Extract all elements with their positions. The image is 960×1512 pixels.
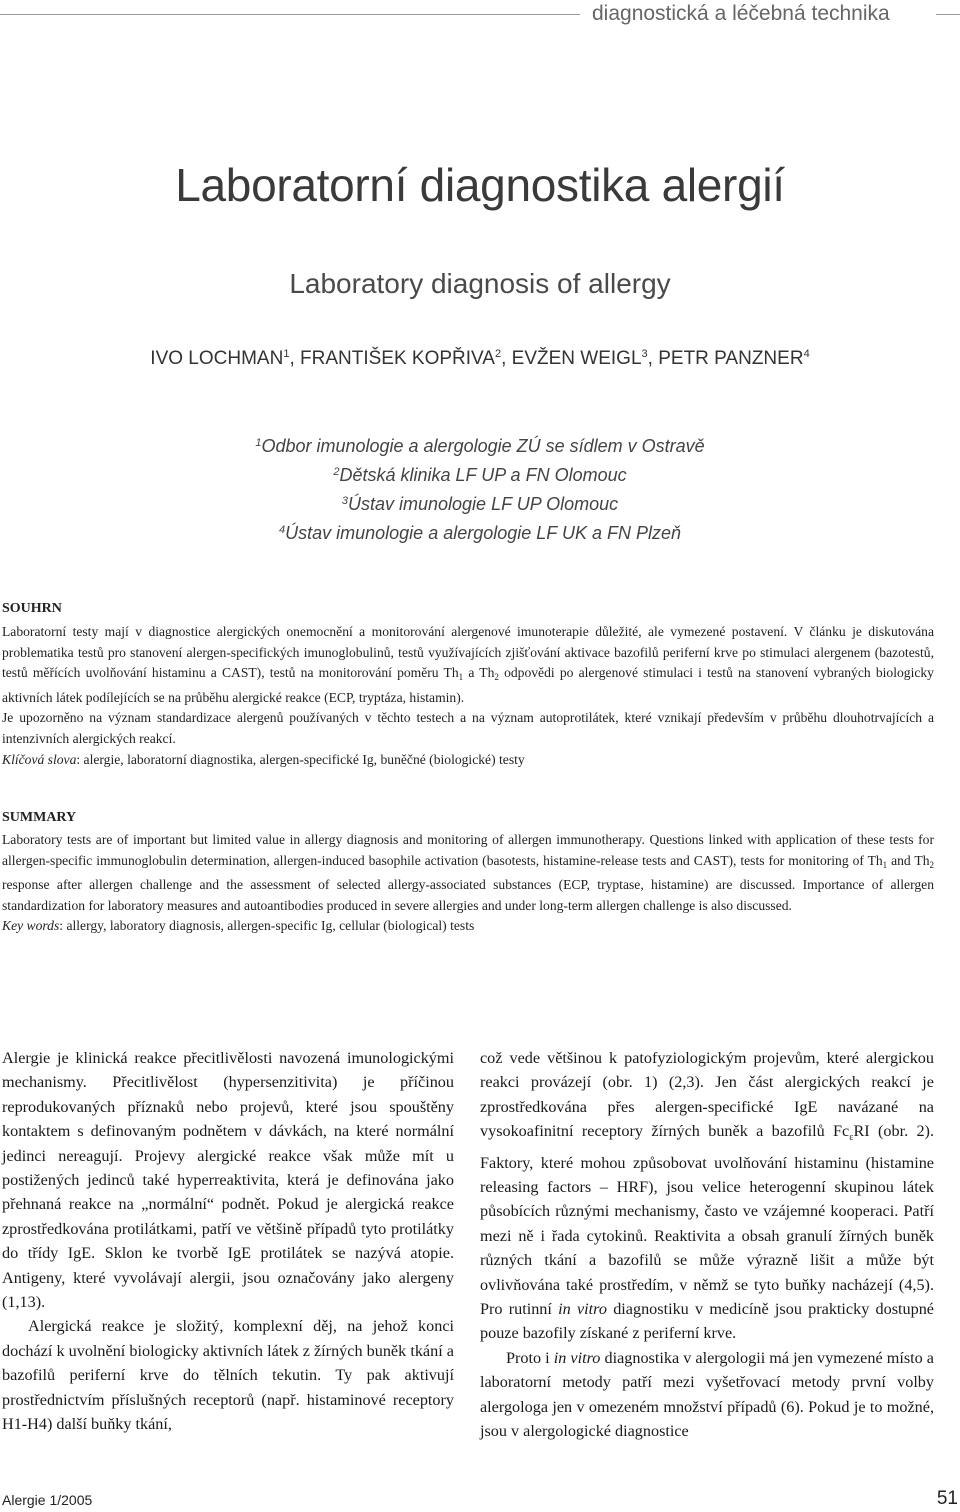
body-paragraph [480,1046,934,1346]
affiliation [0,430,960,459]
subscript: 2 [494,672,499,683]
body-paragraph: Alergie je klinická reakce přecitlivělosti navozená imunologickými mechanismy. Přecitlivělost (hypersenzitivita) je příčinou reprodukovaných příznaků nebo projevů, které jsou spouštěny kontaktem s definovaným podnětem v dávkách, na které normální jedinci nereagují. Projevy alergické reakce však může mít u postižených jedinců také hyperreaktivita, která je definována jako přehnaná reakce na „normální“ podnět. Pokud je alergická reakce zprostředkována protilátkami, patří ve většině případů tyto protilátky do třídy IgE. Sklon ke tvorbě IgE protilátek se nazývá atopie. Antigeny, které vyvolávají alergii, jsou označovány jako alergeny (1,13). [2,1049,454,1312]
section-header: diagnostická a léčebná technika [592,2,890,25]
body-paragraph: Alergická reakce je složitý, komplexní děj, na jehož konci dochází k uvolnění biologicky aktivních látek z žírných buněk tkání a bazofilů periferní krve do tělních tekutin. Ty pak aktivují prostřednictvím příslušných receptorů (např. histaminové receptory H1-H4) další buňky tkání, [2,1317,454,1434]
author-sup: 2 [494,348,502,360]
author-name: PETR PANZNER [658,348,804,369]
author-list: IVO LOCHMAN$^1$, FRANTIŠEK KOPŘIVA$^2$, EVŽEN WEIGL$^3$, PETR PANZNER$^4$ [150,348,810,369]
header-rule-left [0,14,580,15]
souhrn-paragraph [2,622,934,708]
affiliation-sup: 3 [341,495,348,507]
author-name: IVO LOCHMAN [150,348,284,369]
text-run: diagnostiku v medicíně jsou prakticky dostupné pouze bazofily získané z periferní krve. [480,1300,934,1343]
text-run: diagnostika v alergologii má jen vymezené místo a laboratorní metody patří mezi vyšetřovací metody první volby alergologa jen v omezeném množství případů (6). Pokud je to možné, jsou v alergologické diagnostice [480,1348,934,1441]
affiliation-sup: 1 [255,437,262,449]
subscript: ε [849,1132,854,1144]
affiliation-sup: 4 [279,524,286,536]
text-run: RI (obr. 2). Faktory, které mohou způsobovat uvolňování histaminu (histamine releasing factors – HRF), jsou velice heterogenní skupinou látek působících různými mechanismy, často ve vzájemné kooperaci. Patří mezi ně i řada cytokinů. Reaktivita a obsah granulí žírných buněk různých tkání a bazofilů se může výrazně lišit a může být ovlivňována také prostředím, v němž se tyto buňky nacházejí (4,5). Pro rutinní [480,1122,934,1319]
author-sup: 3 [641,348,648,360]
italic-term: in vitro [558,1300,607,1319]
body-paragraph [480,1346,934,1444]
affiliation [0,517,960,546]
author-name: FRANTIŠEK KOPŘIVA [300,348,495,369]
souhrn-paragraph: Je upozorněno na význam standardizace alergenů používaných v těchto testech a na význam autoprotilátek, které vznikají především v průběhu dlouhotrvajících a intenzivních alergických reakcí. [2,710,934,746]
page-number: 51 [936,1488,958,1509]
affiliation-text: Dětská klinika LF UP a FN Olomouc [339,465,627,485]
affiliation-text: Odbor imunologie a alergologie ZÚ se sídlem v Ostravě [261,436,705,456]
keywords-label: Klíčová slova [2,751,77,767]
header-rule-right [936,14,960,15]
subscript: 1 [458,672,464,683]
summary-p1-mid: and Th [887,852,930,868]
affiliation [0,488,960,517]
keywords-label: Key words [2,918,60,934]
subscript: 2 [929,859,934,870]
body-column-left [2,1046,454,1437]
author-sup: 1 [283,348,290,360]
summary-heading: SUMMARY [2,810,77,825]
summary-keywords [2,916,934,937]
subscript: 1 [882,859,888,870]
affiliation [0,459,960,488]
article-subtitle: Laboratory diagnosis of allergy [289,268,671,299]
summary-text [2,830,934,937]
journal-footer: Alergie 1/2005 [2,1492,93,1508]
italic-term: in vitro [553,1348,601,1367]
affiliation-text: Ústav imunologie a alergologie LF UK a FN Plzeň [285,523,681,543]
souhrn-heading: SOUHRN [2,601,62,616]
affiliation-sup: 2 [333,466,340,478]
article-title: Laboratorní diagnostika alergií [175,159,785,211]
keywords-text: : alergie, laboratorní diagnostika, alergen-specifické Ig, buněčné (biologické) testy [76,751,525,767]
summary-p1-end: response after allergen challenge and the assessment of selected allergy-associated substances (ECP, tryptase, histamine) are discussed. Importance of allergen standardization for laboratory measures and autoantibodies produced in severe allergies and under long-term allergen challenge is also discussed. [2,877,934,913]
souhrn-p1: Laboratorní testy mají v diagnostice alergických onemocnění a monitorování alergenové imunoterapie důležité, ale vymezené postavení. V článku je diskutována problematika testů pro stanovení alergen-specifických imunoglobulinů, testů využívajících zjišťování aktivace bazofilů periferní krve po stimulaci alergenem (bazotestů, testů měřících uvolňování histaminu a CAST), testů na monitorování poměru Th [2,624,934,681]
body-column-right [480,1046,934,1444]
text-run: Proto i [506,1348,554,1367]
affiliation-text: Ústav imunologie LF UP Olomouc [348,494,619,514]
author-sup: 4 [803,348,810,360]
summary-p1: Laboratory tests are of important but limited value in allergy diagnosis and monitoring of allergen immunotherapy. Questions linked with application of these tests for allergen-specific immunoglobulin determination, allergen-induced basophile activation (basotests, histamine-release tests and CAST), tests for monitoring of Th [2,832,934,868]
souhrn-p1-end: odpovědi po alergenové stimulaci i testů na stanovení vybraných biologicky aktivních látek podílejících se na průběhu alergické reakce (ECP, tryptáza, histamin). [2,665,934,705]
affiliation-list [0,430,960,546]
summary-paragraph [2,830,934,916]
souhrn-p1-mid: a Th [463,665,495,681]
keywords-text: : allergy, laboratory diagnosis, allergen-specific Ig, cellular (biological) tests [59,918,475,934]
author-name: EVŽEN WEIGL [511,348,642,369]
souhrn-text [2,622,934,770]
text-run: což vede většinou k patofyziologickým projevům, které alergickou reakci provázejí (obr. 1) (2,3). Jen část alergických reakcí je zprostředkována přes alergen-specifické IgE navázané na vysokoafinitní receptory žírných buněk a bazofilů Fc [480,1049,934,1141]
souhrn-keywords [2,750,934,771]
